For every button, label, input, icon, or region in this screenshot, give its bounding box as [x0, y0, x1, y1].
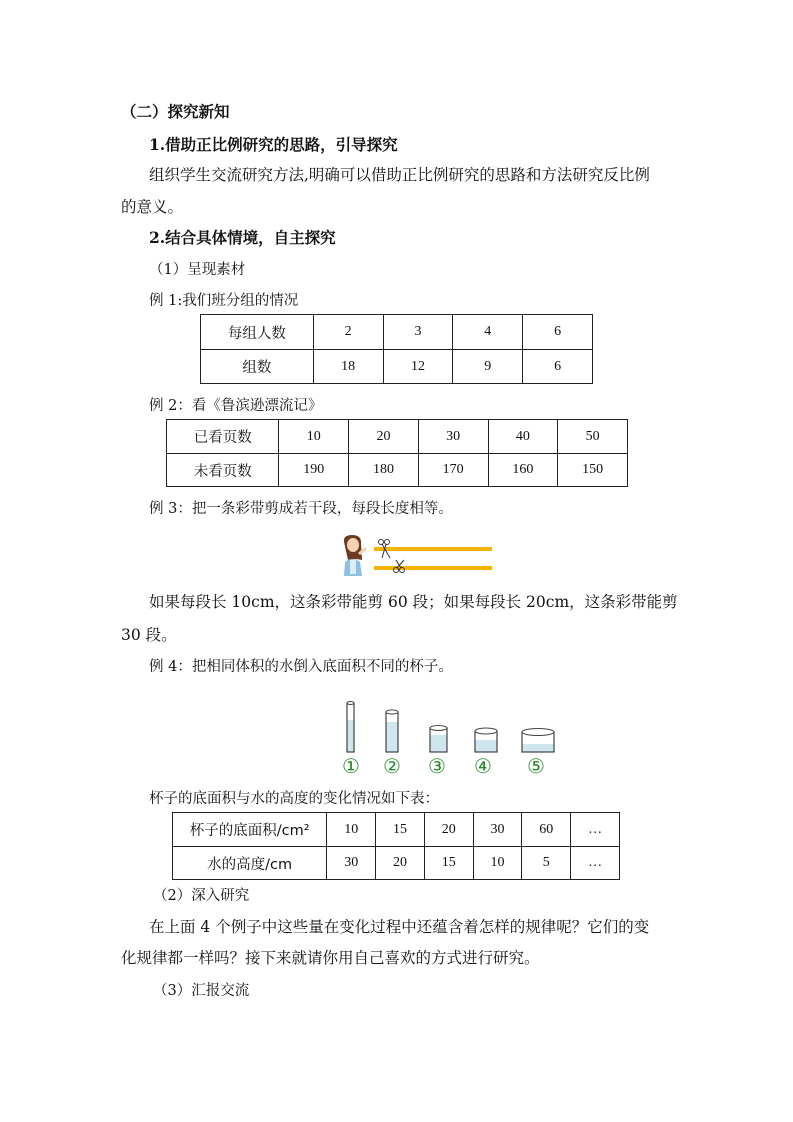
- sub2-para-line2: 化规律都一样吗？接下来就请你用自己喜欢的方式进行研究。: [121, 949, 540, 967]
- example1-title: 例 1:我们班分组的情况: [149, 293, 299, 309]
- cup-label-2: ②: [383, 754, 401, 778]
- table-cell: 20: [376, 847, 425, 880]
- table-cell: 10: [279, 420, 349, 454]
- table-cell: 6: [523, 315, 593, 350]
- ribbon-top: [374, 547, 492, 551]
- example4-row2: [173, 847, 620, 880]
- example1-row1: [201, 315, 593, 350]
- cup-2: [386, 710, 398, 752]
- example2-row1-label: 已看页数: [167, 420, 279, 454]
- table-cell: 150: [558, 454, 628, 487]
- example2-row2: [167, 454, 628, 487]
- example4-table: [172, 812, 620, 880]
- table-cell: 30: [473, 813, 522, 847]
- table-cell: 15: [376, 813, 425, 847]
- step2-title: 2.结合具体情境，自主探究: [149, 228, 336, 247]
- table-cell: 60: [522, 813, 571, 847]
- sub3-title: （3）汇报交流: [153, 983, 250, 999]
- sub2-title: （2）深入研究: [153, 888, 250, 904]
- table-cell: …: [571, 847, 620, 880]
- cup-label-1: ①: [342, 754, 360, 778]
- example4-table-intro: 杯子的底面积与水的高度的变化情况如下表：: [149, 791, 439, 807]
- example4-title: 例 4：把相同体积的水倒入底面积不同的杯子。: [149, 659, 453, 675]
- cup-label-4: ④: [474, 754, 492, 778]
- table-cell: 30: [327, 847, 376, 880]
- example2-table: [166, 419, 628, 487]
- example4-row2-label: 水的高度/cm: [173, 847, 327, 880]
- cups-illustration: [338, 700, 563, 756]
- cup-label-3: ③: [428, 754, 446, 778]
- example2-row2-label: 未看页数: [167, 454, 279, 487]
- table-cell: 40: [488, 420, 558, 454]
- section-title: （二）探究新知: [121, 102, 230, 121]
- table-cell: 15: [424, 847, 473, 880]
- cup-4: [475, 728, 497, 752]
- step2-sub1: （1）呈现素材: [149, 262, 246, 278]
- table-cell: 18: [313, 350, 383, 384]
- table-cell: 2: [313, 315, 383, 350]
- example3-para-line2: 30 段。: [121, 626, 177, 644]
- example1-table: [200, 314, 593, 384]
- table-cell: 12: [383, 350, 453, 384]
- step1-title: 1.借助正比例研究的思路，引导探究: [149, 135, 398, 154]
- example1-row2-label: 组数: [201, 350, 314, 384]
- table-cell: …: [571, 813, 620, 847]
- step1-para-line1: 组织学生交流研究方法,明确可以借助正比例研究的思路和方法研究反比例: [149, 166, 650, 184]
- table-cell: 190: [279, 454, 349, 487]
- cup-label-5: ⑤: [527, 754, 545, 778]
- example4-row1: [173, 813, 620, 847]
- table-cell: 170: [418, 454, 488, 487]
- cup-1: [347, 702, 354, 753]
- table-cell: 30: [418, 420, 488, 454]
- table-cell: 9: [453, 350, 523, 384]
- step1-para-line2: 的意义。: [121, 198, 184, 216]
- table-cell: 5: [522, 847, 571, 880]
- table-cell: 10: [473, 847, 522, 880]
- example4-row1-label: 杯子的底面积/cm²: [173, 813, 327, 847]
- table-cell: 6: [523, 350, 593, 384]
- table-cell: 160: [488, 454, 558, 487]
- example1-row2: [201, 350, 593, 384]
- example2-row1: [167, 420, 628, 454]
- example1-row1-label: 每组人数: [201, 315, 314, 350]
- example2-title: 例 2：看《鲁滨逊漂流记》: [149, 398, 323, 414]
- example3-para-line1: 如果每段长 10cm，这条彩带能剪 60 段；如果每段长 20cm，这条彩带能剪: [149, 593, 678, 611]
- ribbon-cutting-illustration: [338, 532, 496, 580]
- cup-5: [522, 729, 554, 753]
- table-cell: 3: [383, 315, 453, 350]
- example3-title: 例 3：把一条彩带剪成若干段，每段长度相等。: [149, 501, 453, 517]
- cup-3: [430, 726, 447, 753]
- sub2-para-line1: 在上面 4 个例子中这些量在变化过程中还蕴含着怎样的规律呢？它们的变: [149, 918, 650, 936]
- table-cell: 180: [349, 454, 419, 487]
- table-cell: 20: [349, 420, 419, 454]
- table-cell: 4: [453, 315, 523, 350]
- table-cell: 10: [327, 813, 376, 847]
- table-cell: 20: [424, 813, 473, 847]
- table-cell: 50: [558, 420, 628, 454]
- ribbon-bottom: [374, 566, 492, 570]
- girl-figure: [344, 535, 366, 576]
